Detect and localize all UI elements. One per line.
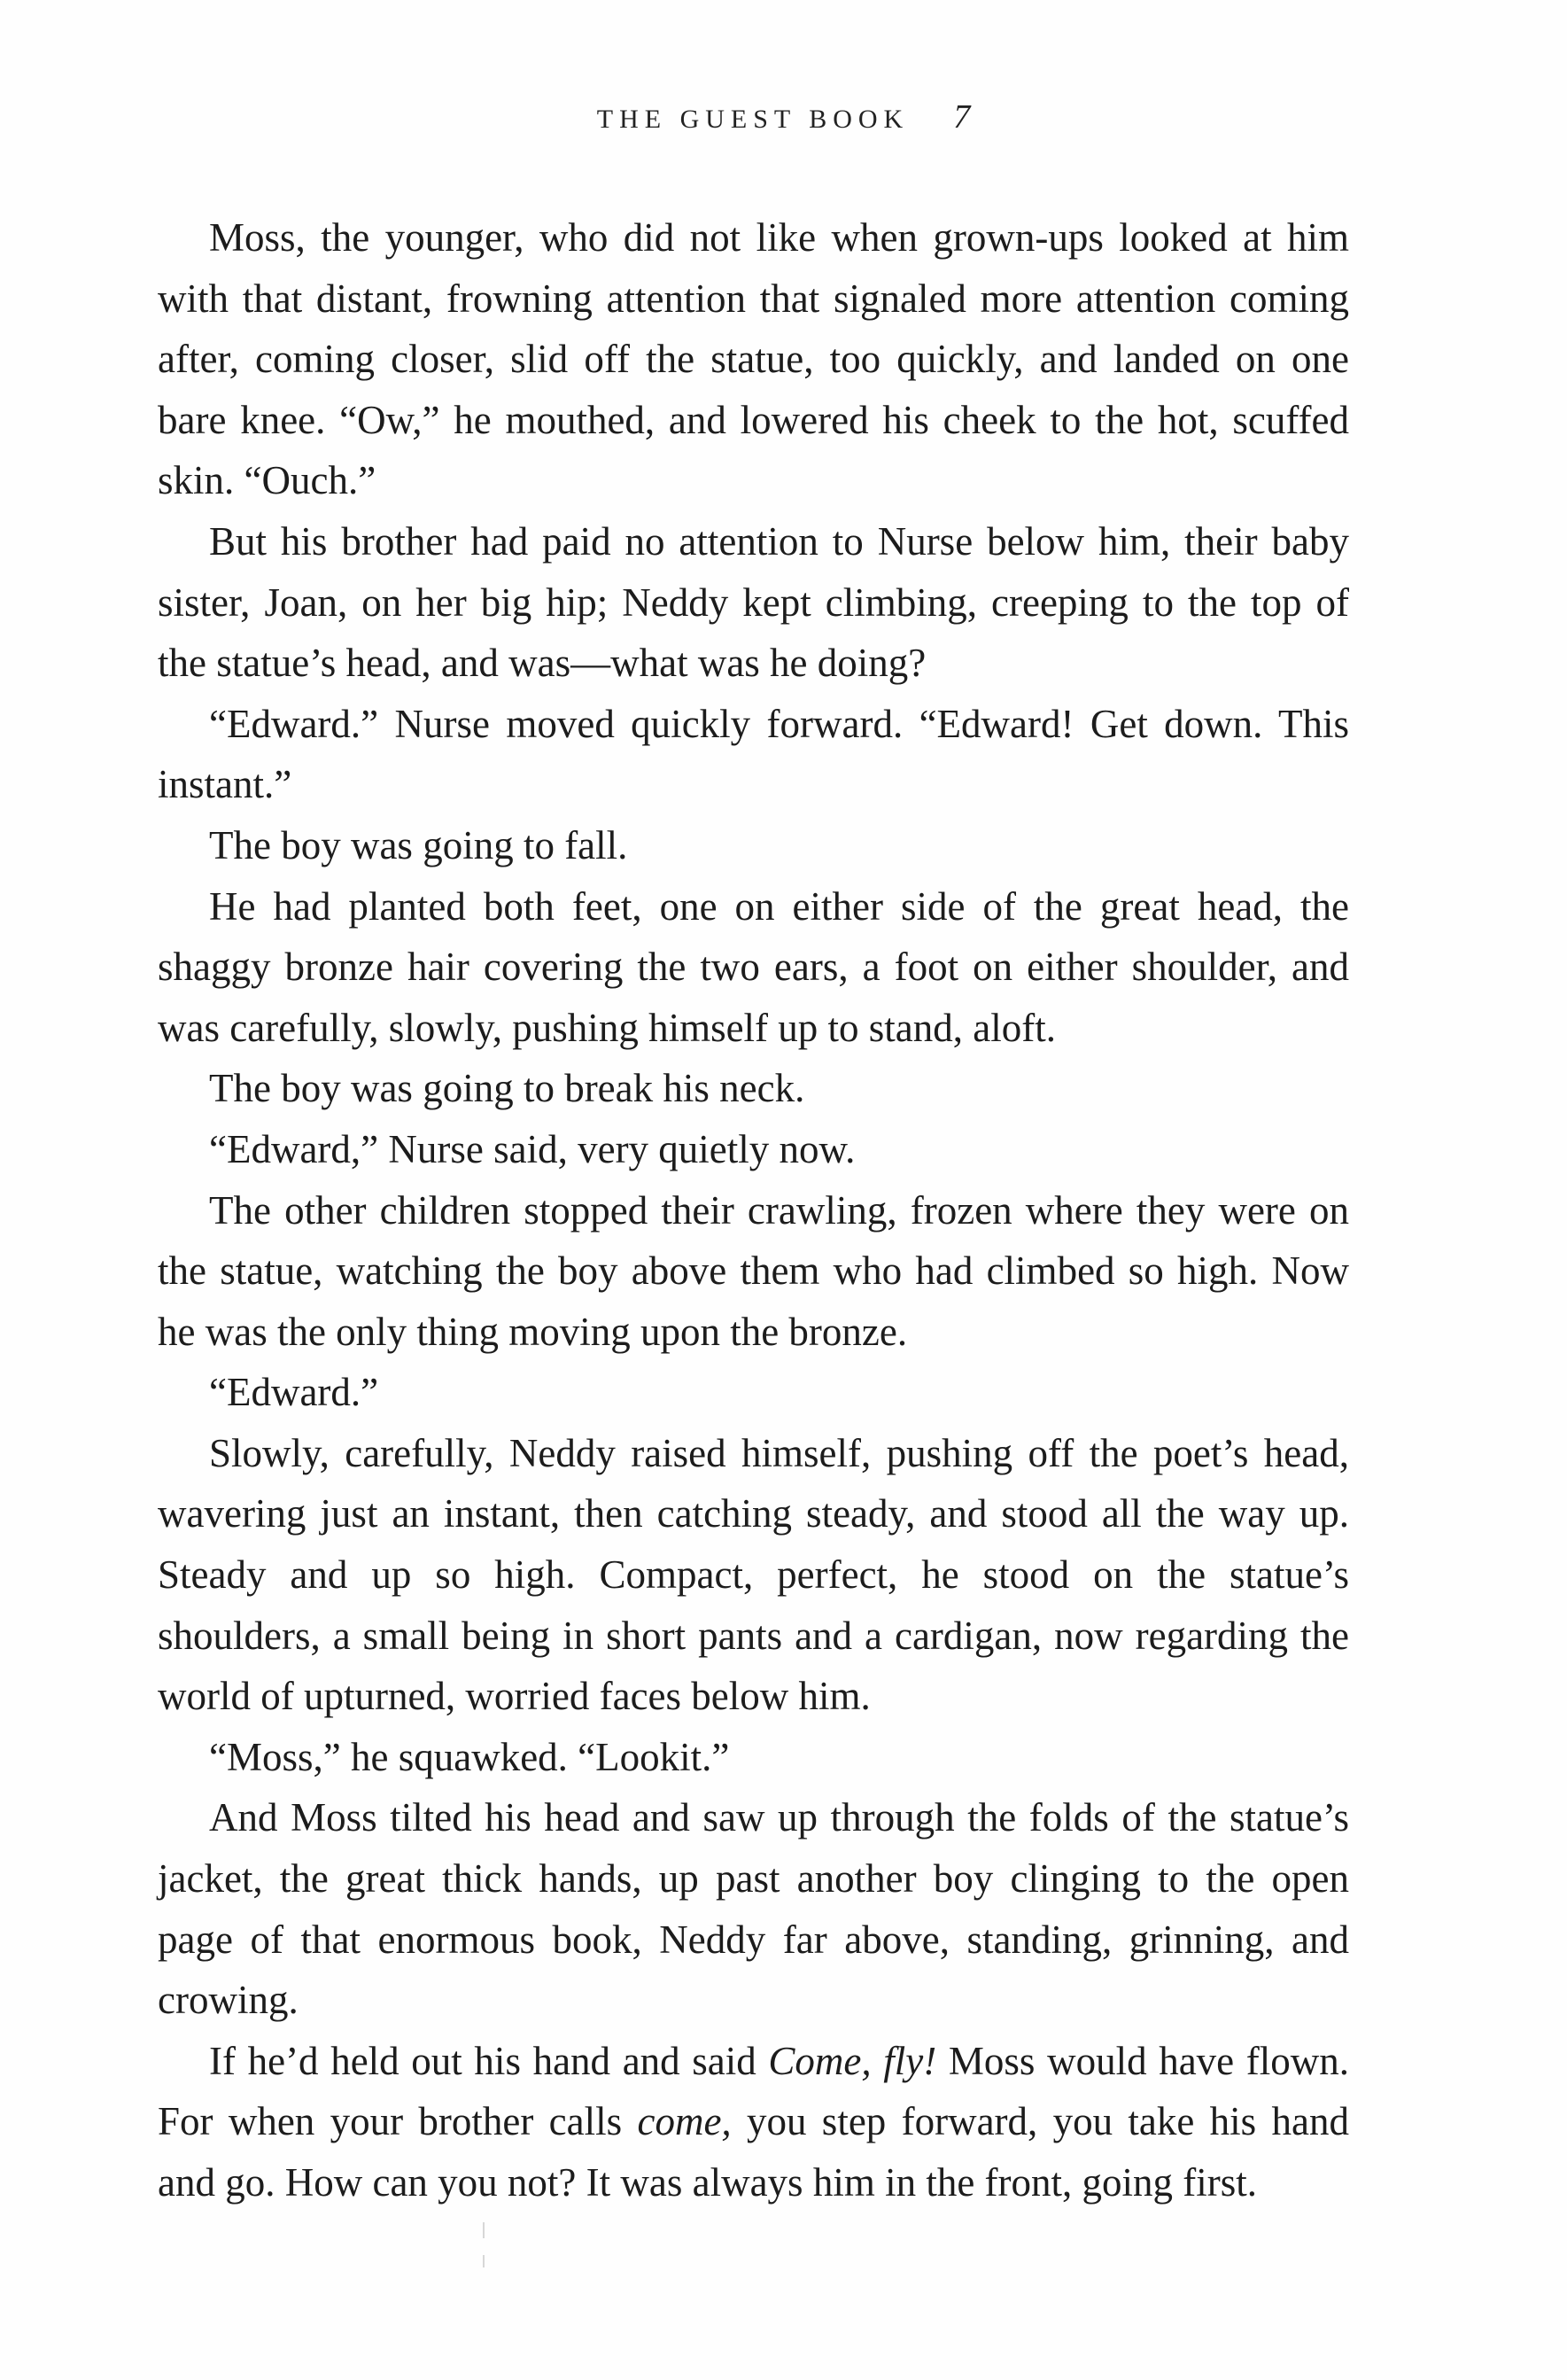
paragraph: Moss, the younger, who did not like when grown-ups looked at him with that distant, frowning attention that signaled more attention coming after, coming closer, slid off the statue, too quickly, and landed on one bare knee. “Ow,” he mouthed, and lowered his cheek to the hot, scuffed skin. “Ouch.” <box>158 215 1349 503</box>
italic-phrase: Come, fly! <box>768 2038 937 2083</box>
italic-word: come, <box>637 2099 732 2144</box>
running-head <box>0 97 1567 136</box>
paragraph: Slowly, carefully, Neddy raised himself, pushing off the poet’s head, wavering just an instant, then catching steady, and stood all the way up. Steady and up so high. Compact, perfect, he stood on the statue’s shoulders, a small being in short pants and a cardigan, now regarding the world of upturned, worried faces below him. <box>158 1430 1349 1719</box>
paragraph: “Edward.” <box>209 1370 379 1415</box>
paragraph: “Edward,” Nurse said, very quietly now. <box>209 1126 856 1171</box>
book-title: THE GUEST BOOK <box>596 105 910 134</box>
body-text <box>158 207 1349 2213</box>
paragraph: The boy was going to fall. <box>209 822 628 867</box>
page-number: 7 <box>953 98 971 136</box>
scan-speck <box>483 2255 485 2267</box>
scan-speck <box>483 2222 485 2238</box>
paragraph: “Moss,” he squawked. “Lookit.” <box>209 1734 730 1779</box>
paragraph: The other children stopped their crawling, frozen where they were on the statue, watching the boy above them who had climbed so high. Now he was the only thing moving upon the bronze. <box>158 1187 1349 1354</box>
paragraph: But his brother had paid no attention to Nurse below him, their baby sister, Joan, on her big hip; Neddy kept climbing, creeping to the top of the statue’s head, and was—what was he doing? <box>158 518 1349 686</box>
paragraph: He had planted both feet, one on either side of the great head, the shaggy bronze hair covering the two ears, a foot on either shoulder, and was carefully, slowly, pushing himself up to stand, aloft. <box>158 883 1349 1050</box>
paragraph: The boy was going to break his neck. <box>209 1066 805 1111</box>
paragraph: “Edward.” Nurse moved quickly forward. “Edward! Get down. This instant.” <box>158 701 1349 807</box>
paragraph: If he’d held out his hand and said Come, fly! Moss would have flown. For when your brother calls come, you step forward, you take his hand and go. How can you not? It was always him in the front, going first. <box>158 2038 1350 2205</box>
paragraph: And Moss tilted his head and saw up through the folds of the statue’s jacket, the great thick hands, up past another boy clinging to the open page of that enormous book, Neddy far above, standing, grinning, and crowing. <box>158 1795 1349 2023</box>
